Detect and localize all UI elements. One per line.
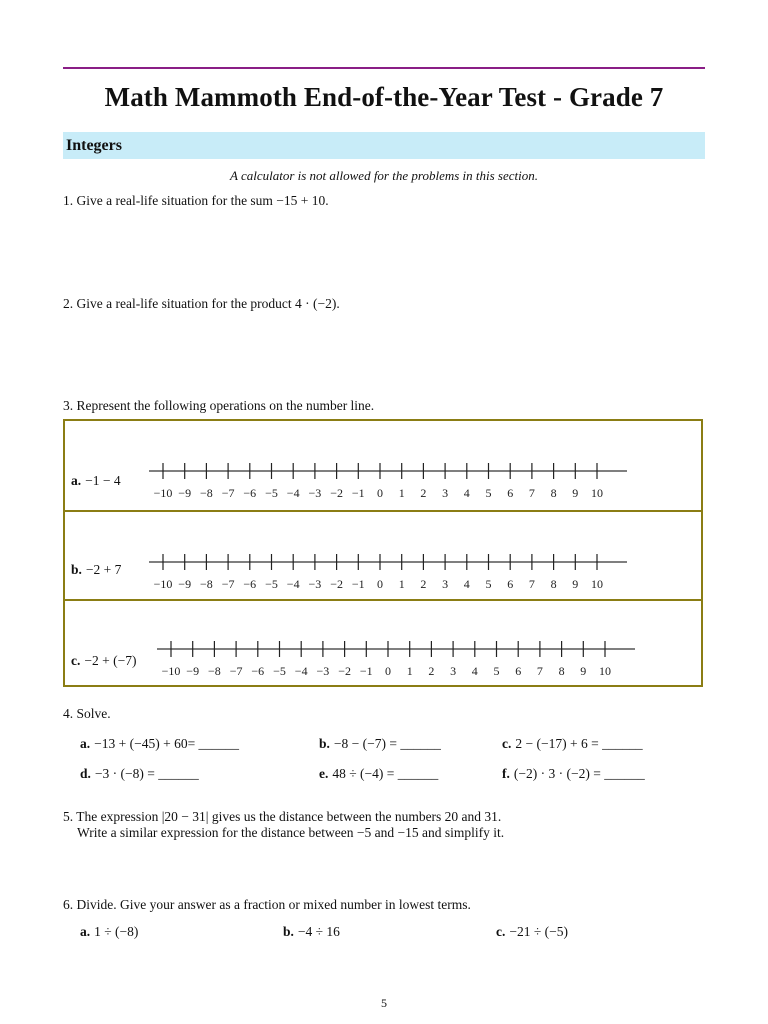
number-line-box	[63, 419, 703, 687]
problem-6c	[496, 924, 568, 940]
tick-label: −9	[186, 664, 200, 678]
tick-label: 10	[591, 486, 603, 500]
problem-text: −13 + (−45) + 60= ______	[94, 736, 240, 751]
tick-label: −2	[338, 664, 351, 678]
problem-text: 48 ÷ (−4) = ______	[332, 766, 439, 781]
item-letter: b.	[283, 924, 294, 939]
tick-label: 8	[550, 577, 557, 591]
tick-label: 4	[471, 664, 478, 678]
tick-label: −3	[308, 486, 322, 500]
tick-label: 7	[528, 577, 535, 591]
question-2: 2. Give a real-life situation for the product 4 · (−2).	[63, 296, 340, 311]
problem-6b	[283, 924, 340, 940]
tick-label: −6	[251, 664, 265, 678]
page-number: 5	[381, 996, 387, 1010]
tick-label: −4	[286, 486, 300, 500]
question-4: 4. Solve.	[63, 706, 111, 721]
item-letter: f.	[502, 766, 510, 781]
tick-label: 1	[398, 486, 405, 500]
top-rule	[63, 67, 705, 69]
tick-label: −7	[221, 486, 235, 500]
problem-text: 2 − (−17) + 6 = ______	[515, 736, 643, 751]
page-title: Math Mammoth End-of-the-Year Test - Grade 7	[104, 82, 664, 112]
tick-label: 3	[442, 577, 449, 591]
tick-label: 10	[599, 664, 611, 678]
problem-4f	[502, 766, 645, 782]
problem-text: −4 ÷ 16	[297, 924, 340, 939]
tick-label: 8	[558, 664, 565, 678]
item-letter: d.	[80, 766, 91, 781]
tick-label: 3	[442, 486, 449, 500]
number-line-expression: −1 − 4	[85, 473, 121, 488]
tick-label: 2	[420, 577, 427, 591]
item-letter: c.	[71, 653, 81, 668]
number-line-c[interactable]	[157, 637, 647, 687]
problem-text: −3 · (−8) = ______	[94, 766, 199, 781]
tick-label: 5	[493, 664, 500, 678]
tick-label: 7	[528, 486, 535, 500]
tick-label: 8	[550, 486, 557, 500]
tick-label: −10	[161, 664, 181, 678]
problem-4a	[80, 736, 239, 752]
item-letter: e.	[319, 766, 329, 781]
number-line-row-a	[65, 421, 701, 510]
item-letter: a.	[71, 473, 82, 488]
item-letter: a.	[80, 736, 91, 751]
tick-label: −5	[265, 486, 278, 500]
tick-label: 0	[377, 577, 383, 591]
question-6: 6. Divide. Give your answer as a fraction or mixed number in lowest terms.	[63, 897, 471, 912]
number-line-a[interactable]	[149, 459, 639, 509]
tick-label: −6	[243, 486, 257, 500]
tick-label: −9	[178, 577, 192, 591]
tick-label: 10	[591, 577, 603, 591]
tick-label: 9	[580, 664, 587, 678]
tick-label: −10	[153, 577, 173, 591]
tick-label: −1	[351, 577, 365, 591]
tick-label: 5	[485, 486, 492, 500]
tick-label: 4	[463, 577, 470, 591]
number-line-label-c	[71, 653, 136, 669]
tick-label: −9	[178, 486, 192, 500]
problem-text: −21 ÷ (−5)	[509, 924, 569, 939]
tick-label: 1	[406, 664, 413, 678]
problem-6a	[80, 924, 138, 940]
tick-label: 5	[485, 577, 492, 591]
tick-label: −2	[330, 577, 343, 591]
question-5	[63, 809, 504, 841]
tick-label: −4	[294, 664, 308, 678]
tick-label: 0	[385, 664, 391, 678]
number-line-label-a	[71, 473, 121, 489]
calculator-note: A calculator is not allowed for the problems in this section.	[229, 168, 538, 183]
tick-label: 9	[572, 577, 579, 591]
item-letter: c.	[502, 736, 512, 751]
tick-label: −10	[153, 486, 173, 500]
problem-text: −8 − (−7) = ______	[333, 736, 441, 751]
tick-label: 6	[515, 664, 522, 678]
tick-label: 6	[507, 486, 514, 500]
tick-label: 2	[428, 664, 435, 678]
section-title: Integers	[66, 136, 122, 154]
number-line-label-b	[71, 562, 121, 578]
question-5-line-2: Write a similar expression for the distance between −5 and −15 and simplify it.	[77, 825, 505, 840]
tick-label: −6	[243, 577, 257, 591]
tick-label: −7	[221, 577, 235, 591]
problem-4d	[80, 766, 199, 782]
problem-4c	[502, 736, 643, 752]
number-line-row-b	[65, 510, 701, 601]
tick-label: −8	[200, 486, 213, 500]
tick-label: −5	[265, 577, 278, 591]
question-1: 1. Give a real-life situation for the sum −15 + 10.	[63, 193, 329, 208]
tick-label: 3	[450, 664, 457, 678]
problem-text: 1 ÷ (−8)	[94, 924, 139, 939]
tick-label: −4	[286, 577, 300, 591]
number-line-expression: −2 + (−7)	[84, 653, 137, 668]
tick-label: 7	[536, 664, 543, 678]
tick-label: −7	[229, 664, 243, 678]
item-letter: c.	[496, 924, 506, 939]
tick-label: −5	[273, 664, 286, 678]
tick-label: −8	[208, 664, 221, 678]
number-line-expression: −2 + 7	[85, 562, 122, 577]
tick-label: 0	[377, 486, 383, 500]
number-line-row-c	[65, 599, 701, 690]
tick-label: 6	[507, 577, 514, 591]
tick-label: −3	[308, 577, 322, 591]
number-line-b[interactable]	[149, 550, 639, 600]
item-letter: b.	[319, 736, 330, 751]
tick-label: 4	[463, 486, 470, 500]
problem-4e	[319, 766, 438, 782]
tick-label: −1	[359, 664, 373, 678]
section-header	[63, 132, 705, 159]
question-5-line-1: 5. The expression |20 − 31| gives us the distance between the numbers 20 and 31.	[63, 809, 502, 824]
question-3: 3. Represent the following operations on the number line.	[63, 398, 375, 413]
problem-text: (−2) · 3 · (−2) = ______	[513, 766, 645, 781]
problem-4b	[319, 736, 441, 752]
tick-label: −3	[316, 664, 330, 678]
tick-label: 9	[572, 486, 579, 500]
tick-label: −1	[351, 486, 365, 500]
item-letter: b.	[71, 562, 82, 577]
item-letter: a.	[80, 924, 91, 939]
tick-label: 2	[420, 486, 427, 500]
tick-label: −8	[200, 577, 213, 591]
tick-label: 1	[398, 577, 405, 591]
tick-label: −2	[330, 486, 343, 500]
